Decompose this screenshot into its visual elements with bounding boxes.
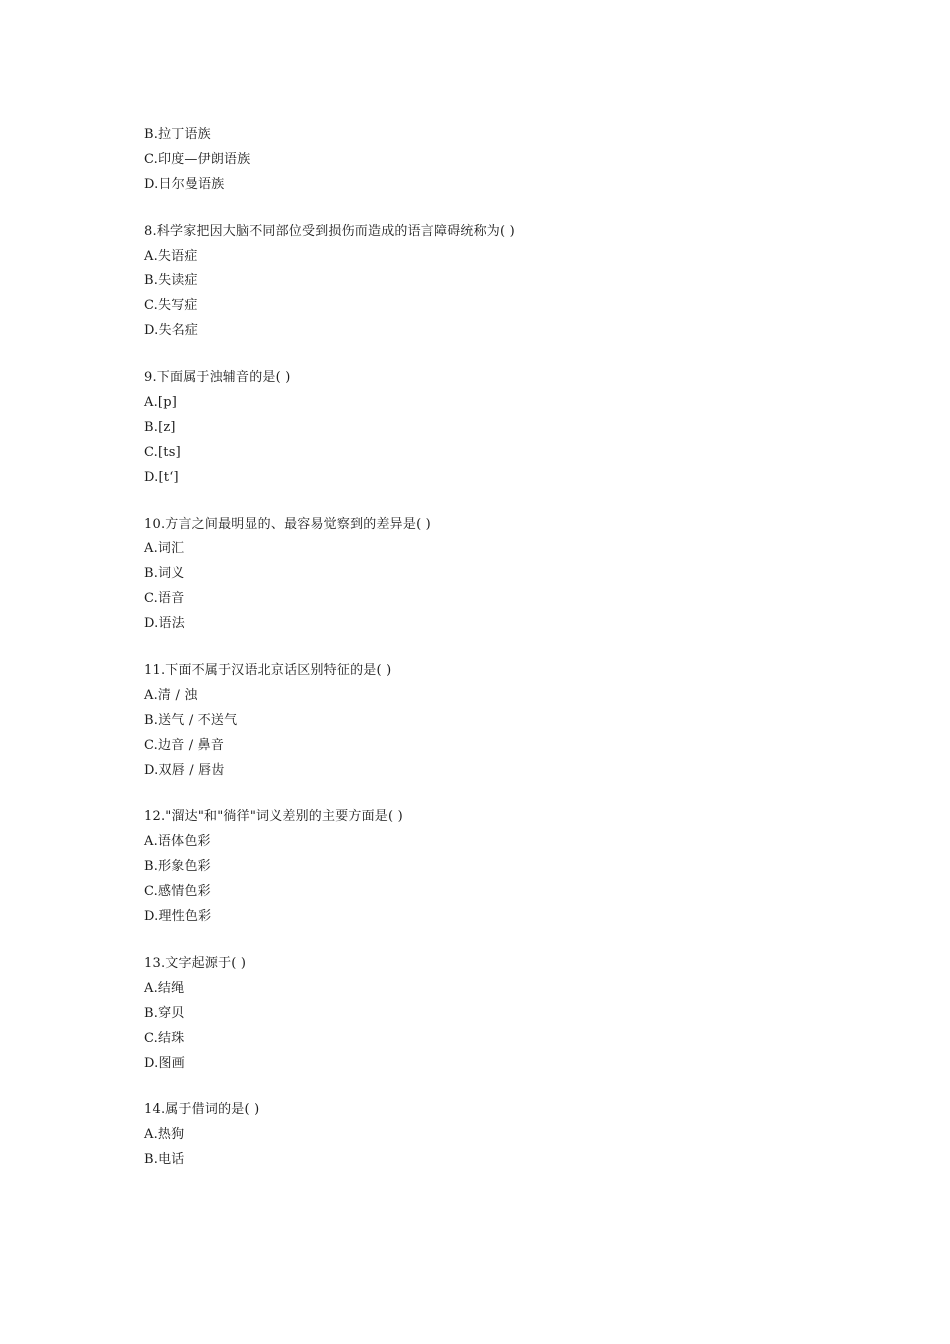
question-stem: 11.下面不属于汉语北京话区别特征的是( ) [144, 663, 392, 679]
question-12 [144, 805, 844, 929]
question-10 [144, 513, 844, 637]
option-line: D.日尔曼语族 [144, 176, 225, 192]
option-line: B.[z] [144, 419, 176, 435]
option-line: A.语体色彩 [144, 834, 211, 850]
document-page [144, 123, 844, 1173]
option-line: B.电话 [144, 1152, 185, 1168]
option-line: C.失写症 [144, 298, 198, 314]
option-line: B.穿贝 [144, 1005, 185, 1021]
option-line: C.[ts] [144, 444, 181, 460]
option-line: D.双唇 / 唇齿 [144, 762, 225, 778]
lead-options [144, 123, 844, 198]
option-line: B.词义 [144, 566, 185, 582]
question-9 [144, 366, 844, 490]
option-line: D.图画 [144, 1055, 185, 1071]
question-stem: 8.科学家把因大脑不同部位受到损伤而造成的语言障碍统称为( ) [144, 223, 515, 239]
option-line: B.送气 / 不送气 [144, 712, 238, 728]
question-8 [144, 220, 844, 344]
question-stem: 13.文字起源于( ) [144, 955, 247, 971]
option-line: C.语音 [144, 591, 185, 607]
question-stem: 9.下面属于浊辅音的是( ) [144, 370, 291, 386]
option-line: B.失读症 [144, 273, 198, 289]
option-line: C.印度—伊朗语族 [144, 151, 251, 167]
option-line: D.[t‘] [144, 469, 179, 485]
question-11 [144, 659, 844, 783]
option-line: A.失语症 [144, 248, 198, 264]
option-line: A.[p] [144, 395, 177, 411]
question-stem: 12."溜达"和"徜徉"词义差别的主要方面是( ) [144, 809, 403, 825]
option-line: C.结珠 [144, 1030, 185, 1046]
option-line: A.结绳 [144, 980, 185, 996]
question-stem: 14.属于借词的是( ) [144, 1102, 260, 1118]
option-line: B.形象色彩 [144, 859, 211, 875]
option-line: D.语法 [144, 616, 185, 632]
option-line: A.词汇 [144, 541, 185, 557]
option-line: C.感情色彩 [144, 884, 211, 900]
option-line: D.理性色彩 [144, 909, 212, 925]
option-line: D.失名症 [144, 323, 199, 339]
question-stem: 10.方言之间最明显的、最容易觉察到的差异是( ) [144, 516, 431, 532]
option-line: C.边音 / 鼻音 [144, 737, 225, 753]
option-line: A.热狗 [144, 1127, 185, 1143]
question-14 [144, 1098, 844, 1173]
option-line: B.拉丁语族 [144, 127, 211, 142]
option-line: A.清 / 浊 [144, 687, 198, 703]
question-13 [144, 952, 844, 1076]
